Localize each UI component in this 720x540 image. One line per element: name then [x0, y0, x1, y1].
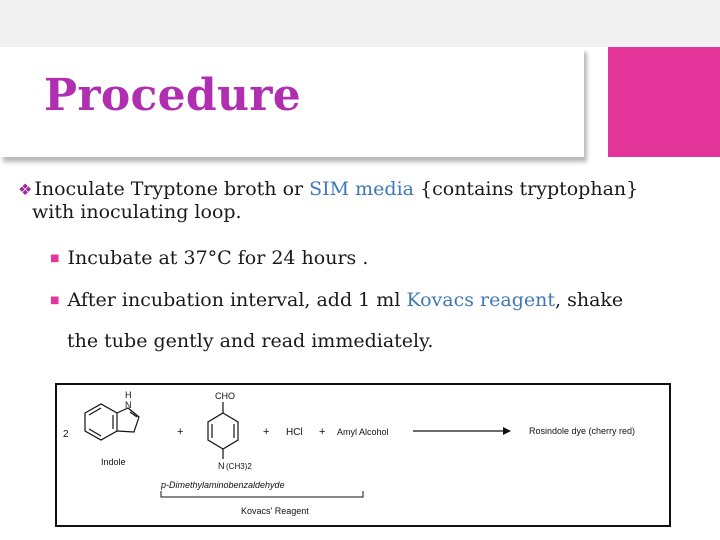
indole-label: Indole — [101, 457, 126, 467]
sub-bullet-kovacs-text-end: , shake — [555, 289, 624, 311]
bullet-inoculate-line2: with inoculating loop. — [32, 201, 242, 223]
aldehyde-structure — [208, 402, 238, 459]
kovacs-label: Kovacs' Reagent — [241, 506, 309, 516]
reaction-diagram — [55, 383, 671, 527]
coefficient-label: 2 — [63, 429, 69, 440]
accent-block — [608, 47, 720, 157]
square-bullet-icon: ■ — [50, 295, 60, 306]
bullet-inoculate-text-end: {contains tryptophan} — [413, 178, 639, 200]
amine-n-label: N — [218, 461, 225, 471]
sub-bullet-kovacs — [50, 280, 710, 361]
amyl-alcohol-label: Amyl Alcohol — [337, 427, 389, 437]
square-bullet-icon: ■ — [50, 253, 60, 264]
kovacs-reagent-highlight: Kovacs reagent — [406, 289, 555, 311]
plus-1: + — [177, 426, 184, 438]
slide-title: Procedure — [44, 70, 302, 121]
sub-bullet-kovacs-line2: the tube gently and read immediately. — [67, 330, 434, 352]
sub-bullet-incubate-text: Incubate at 37°C for 24 hours . — [67, 247, 369, 269]
kovacs-bracket — [161, 491, 363, 497]
diamond-bullet-icon: ❖ — [18, 180, 33, 199]
indole-n-label: N — [125, 400, 132, 410]
hcl-label: HCl — [286, 427, 303, 438]
aldehyde-label: p-Dimethylaminobenzaldehyde — [161, 480, 285, 490]
indole-h-label: H — [125, 390, 132, 400]
cho-label: CHO — [215, 391, 235, 401]
bullet-inoculate-text: Inoculate Tryptone broth or — [34, 178, 310, 200]
reaction-svg — [57, 385, 669, 525]
sim-media-highlight: SIM media — [309, 178, 414, 200]
sub-bullet-kovacs-text: After incubation interval, add 1 ml — [67, 289, 407, 311]
bullet-inoculate — [18, 178, 708, 224]
plus-3: + — [319, 426, 326, 438]
plus-2: + — [263, 426, 270, 438]
dimethyl-label: (CH3)2 — [226, 462, 252, 471]
top-band — [0, 0, 720, 47]
indole-pyrrole-ring — [117, 408, 139, 432]
indole-benzene-ring — [85, 404, 117, 440]
reaction-arrow — [413, 427, 511, 435]
product-label: Rosindole dye (cherry red) — [529, 426, 636, 436]
sub-bullet-incubate — [50, 238, 710, 279]
